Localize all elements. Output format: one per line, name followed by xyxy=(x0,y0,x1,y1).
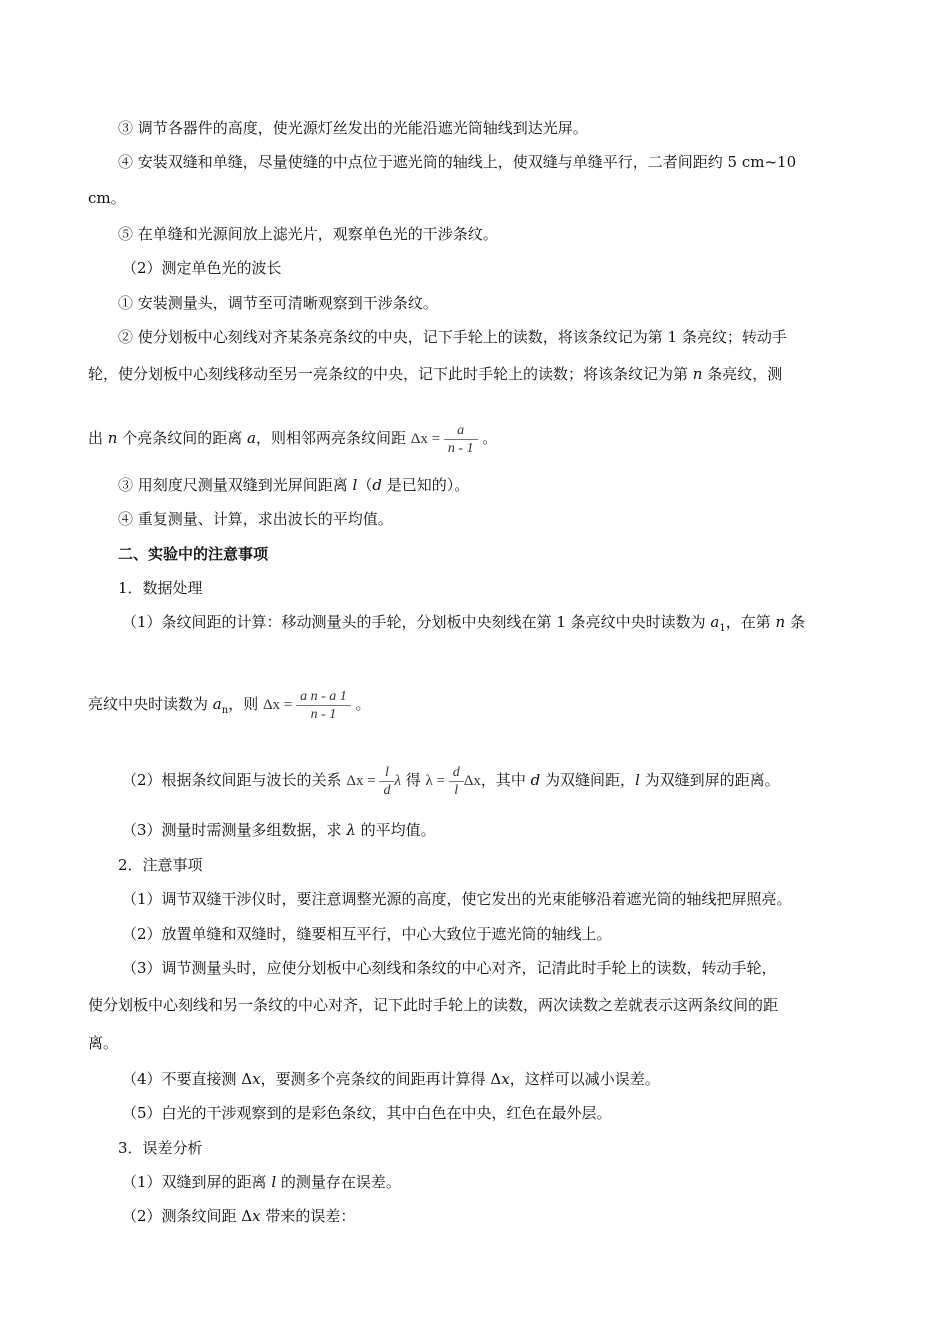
step-3-text: ③ 调节各器件的高度，使光源灯丝发出的光能沿遮光筒轴线到达光屏。 xyxy=(118,119,588,137)
error-2: （2）测条纹间距 Δx 带来的误差： xyxy=(122,1207,356,1225)
note-1: （1）调节双缝干涉仪时，要注意调整光源的高度，使它发出的光束能够沿着遮光筒的轴线把屏照亮。 xyxy=(122,890,792,908)
measure-step-2: ② 使分划板中心刻线对齐某条亮条纹的中央，记下手轮上的读数，将该条纹记为第 1 条亮纹；转动手 xyxy=(118,328,787,346)
subsection-errors: 3．误差分析 xyxy=(118,1139,203,1157)
section-heading: 二、实验中的注意事项 xyxy=(118,545,269,563)
note-3-end: 离。 xyxy=(88,1034,119,1052)
error-1: （1）双缝到屏的距离 l 的测量存在误差。 xyxy=(122,1173,401,1191)
measure-step-4: ④ 重复测量、计算，求出波长的平均值。 xyxy=(118,510,393,528)
note-4: （4）不要直接测 Δx，要测多个亮条纹的间距再计算得 Δx，这样可以减小误差。 xyxy=(122,1070,660,1088)
measure-step-3: ③ 用刻度尺测量双缝到光屏间距离 l（d 是已知的）。 xyxy=(118,476,470,494)
note-3: （3）调节测量头时，应使分划板中心刻线和条纹的中心对齐，记清此时手轮上的读数，转动手轮， xyxy=(122,959,777,977)
data-item-1: （1）条纹间距的计算：移动测量头的手轮，分划板中央刻线在第 1 条亮纹中央时读数为 $a_1$，在第 n 条 xyxy=(122,613,805,634)
subsection-title-measure: （2）测定单色光的波长 xyxy=(122,259,282,277)
subsection-notes: 2．注意事项 xyxy=(118,856,203,874)
measure-step-2-formula-line: 出 n 个亮条纹间的距离 a，则相邻两亮条纹间距 Δx = $\frac{a}{n - 1}$ 。 xyxy=(88,423,498,457)
note-3-cont: 使分划板中心刻线和另一条纹的中心对齐，记下此时手轮上的读数，两次读数之差就表示这两条纹间的距 xyxy=(88,996,779,1014)
relation-formula: Δx = $\frac{l}{d}$ λ xyxy=(346,765,401,799)
data-item-3: （3）测量时需测量多组数据，求 λ 的平均值。 xyxy=(122,821,436,839)
step-4-text-cont: cm。 xyxy=(88,189,126,207)
step-4-text: ④ 安装双缝和单缝，尽量使缝的中点位于遮光筒的轴线上，使双缝与单缝平行，二者间距约 5 cm~10 xyxy=(118,153,797,171)
note-2: （2）放置单缝和双缝时，缝要相互平行，中心大致位于遮光筒的轴线上。 xyxy=(122,925,612,943)
data-item-1-cont: 亮纹中央时读数为 $a_n$，则 Δx = $\frac{\text{a n - a 1}}{n - 1}$ 。 xyxy=(88,689,371,723)
delta-x-formula: Δx = $\frac{a}{n - 1}$ xyxy=(411,431,478,447)
wavelength-formula: λ = $\frac{d}{l}$ Δx xyxy=(425,765,481,799)
data-item-2: （2）根据条纹间距与波长的关系 Δx = $\frac{l}{d}$ λ 得 λ = $\frac{d}{l}$ Δx，其中 d 为双缝间距，l 为双缝到屏的距离。 xyxy=(122,765,780,799)
measure-step-1: ① 安装测量头，调节至可清晰观察到干涉条纹。 xyxy=(118,294,438,312)
note-5: （5）白光的干涉观察到的是彩色条纹，其中白色在中央，红色在最外层。 xyxy=(122,1104,612,1122)
step-5-text: ⑤ 在单缝和光源间放上滤光片，观察单色光的干涉条纹。 xyxy=(118,225,498,243)
measure-step-2-cont: 轮，使分划板中心刻线移动至另一亮条纹的中央，记下此时手轮上的读数；将该条纹记为第 n 条亮纹，测 xyxy=(88,365,783,383)
subsection-data: 1．数据处理 xyxy=(118,579,203,597)
spacing-formula: Δx = $\frac{\text{a n - a 1}}{n - 1}$ xyxy=(263,697,351,713)
